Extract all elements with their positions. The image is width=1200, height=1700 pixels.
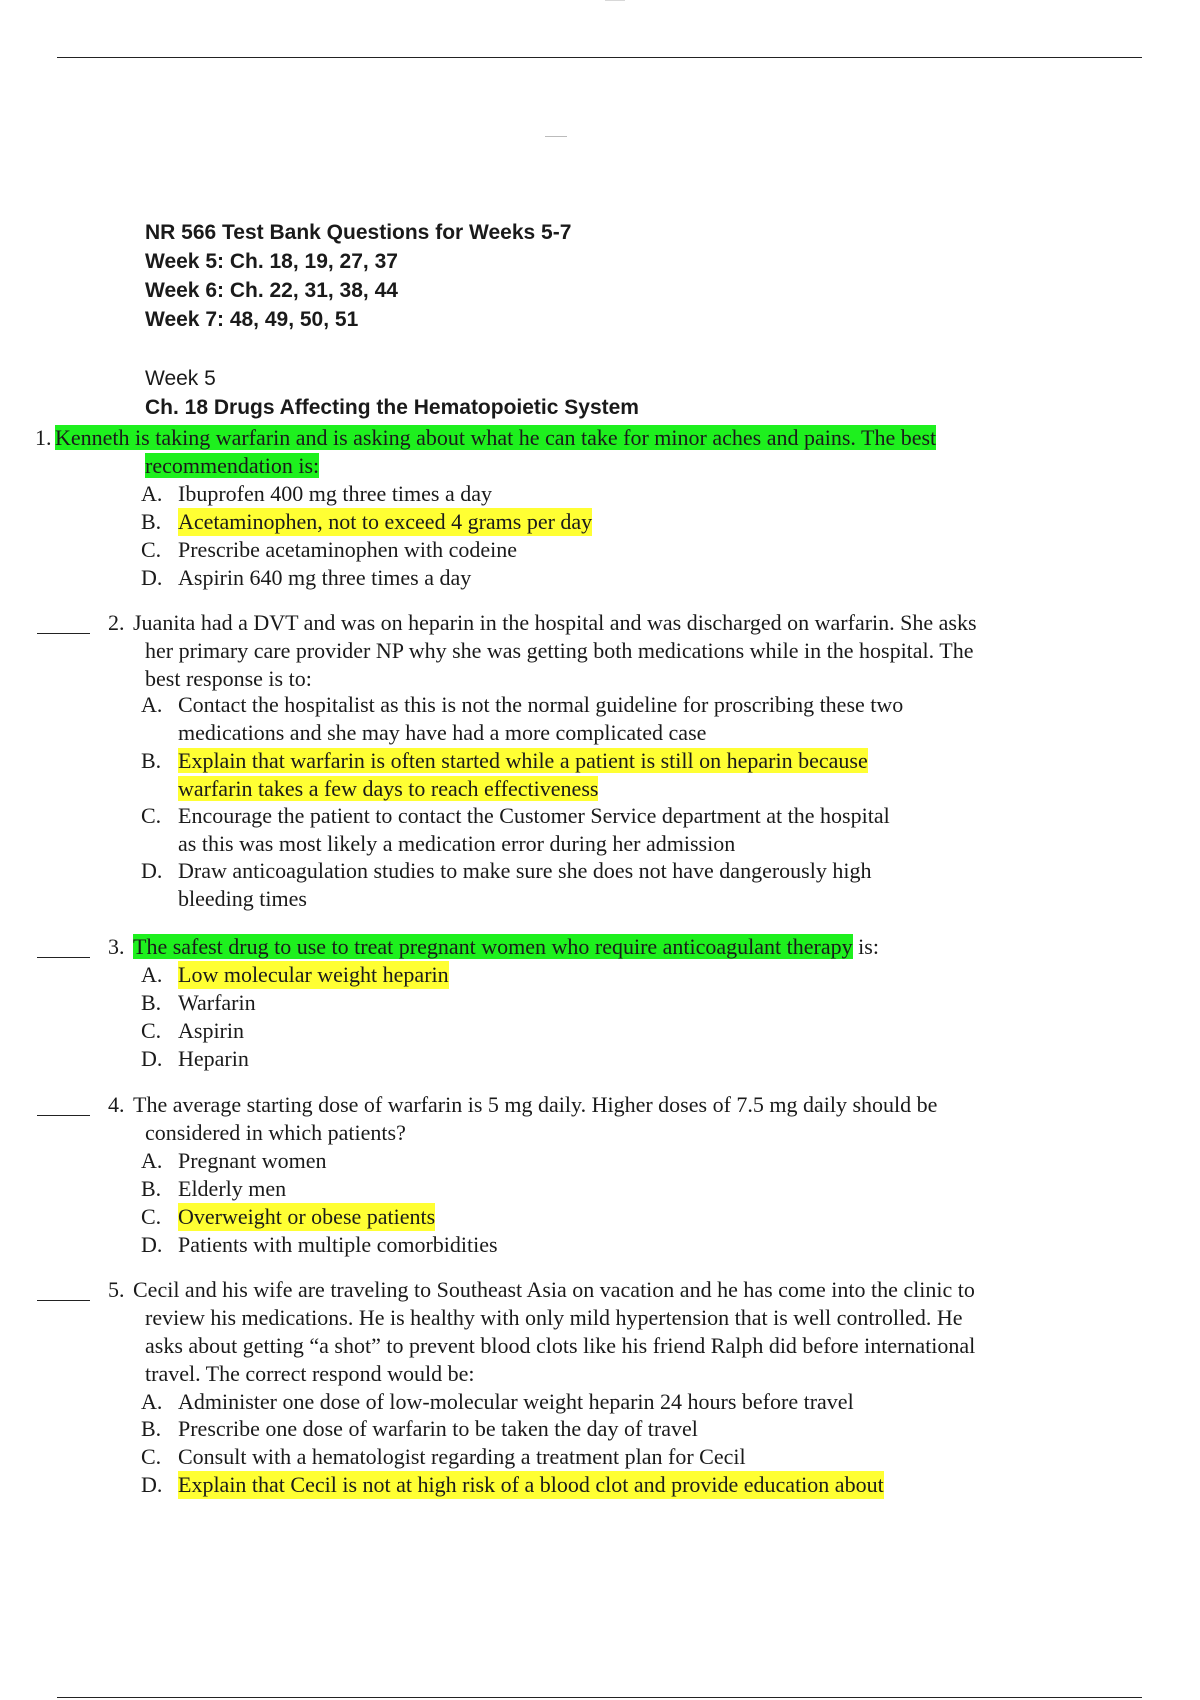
question-1	[0, 424, 1200, 594]
option-text	[178, 802, 890, 858]
option-letter: B.	[141, 990, 162, 1015]
question-stem	[133, 1091, 1053, 1119]
option-letter: D.	[141, 1046, 163, 1071]
document-header	[145, 218, 571, 334]
header-title: NR 566 Test Bank Questions for Weeks 5-7	[145, 221, 572, 244]
option-text: Aspirin 640 mg three times a day	[178, 565, 472, 590]
question-number: 3.	[108, 934, 125, 959]
question-stem-cont	[145, 1304, 1065, 1332]
option-letter: B.	[141, 1176, 162, 1201]
option-text-line-2: as this was most likely a medication error during her admission	[178, 831, 736, 856]
section-week: Week 5	[145, 367, 216, 390]
option-text-line-2: warfarin takes a few days to reach effectiveness	[178, 776, 599, 801]
option-letter: A.	[141, 1389, 163, 1414]
option-text: Ibuprofen 400 mg three times a day	[178, 481, 493, 506]
question-stem-cont	[145, 1332, 1065, 1360]
stem-line-2: her primary care provider NP why she was getting both medications while in the hospital. The	[145, 638, 974, 663]
option-letter: C.	[141, 537, 162, 562]
question-stem-cont	[145, 1119, 1065, 1147]
bottom-rule	[57, 1697, 1142, 1698]
option-text-answer	[178, 747, 868, 803]
stem-line-2: recommendation is:	[145, 453, 320, 478]
stem-line-1: Juanita had a DVT and was on heparin in the hospital and was discharged on warfarin. She asks	[133, 610, 977, 635]
option-letter: B.	[141, 509, 162, 534]
option-text-line-2: medications and she may have had a more complicated case	[178, 720, 707, 745]
question-stem	[55, 424, 975, 452]
option-text	[178, 857, 871, 913]
option-text: Aspirin	[178, 1018, 244, 1043]
question-stem	[133, 609, 1053, 637]
top-rule	[57, 57, 1142, 58]
header-week7: Week 7: 48, 49, 50, 51	[145, 308, 359, 331]
question-4	[0, 1091, 1200, 1261]
option-letter: A.	[141, 481, 163, 506]
stem-line-1: Cecil and his wife are traveling to Southeast Asia on vacation and he has come into the clinic to	[133, 1277, 975, 1302]
option-text-answer: Low molecular weight heparin	[178, 962, 449, 987]
question-stem	[133, 1276, 1053, 1304]
header-marker	[545, 136, 567, 137]
option-letter: A.	[141, 1148, 163, 1173]
option-letter: C.	[141, 803, 162, 828]
option-text-line-1: Explain that warfarin is often started while a patient is still on heparin because	[178, 748, 868, 773]
answer-blank[interactable]	[37, 1300, 90, 1301]
option-letter: D.	[141, 565, 163, 590]
option-text: Consult with a hematologist regarding a treatment plan for Cecil	[178, 1444, 746, 1469]
option-text-line-2: bleeding times	[178, 886, 307, 911]
option-text: Prescribe acetaminophen with codeine	[178, 537, 518, 562]
answer-blank[interactable]	[37, 1115, 90, 1116]
question-stem-cont	[145, 665, 1065, 693]
stem-line-1: Kenneth is taking warfarin and is asking about what he can take for minor aches and pains. The best	[55, 425, 937, 450]
stem-line-2: review his medications. He is healthy with only mild hypertension that is well controlled. He	[145, 1305, 963, 1330]
option-letter: D.	[141, 1472, 163, 1497]
option-text: Pregnant women	[178, 1148, 327, 1173]
section-chapter: Ch. 18 Drugs Affecting the Hematopoietic System	[145, 396, 639, 419]
question-stem-cont	[145, 452, 1065, 480]
stem-line-4: travel. The correct respond would be:	[145, 1361, 475, 1386]
option-letter: A.	[141, 962, 163, 987]
question-3	[0, 933, 1200, 1073]
stem-line-3: best response is to:	[145, 666, 312, 691]
stem-line-3: asks about getting “a shot” to prevent blood clots like his friend Ralph did before international	[145, 1333, 976, 1358]
answer-blank[interactable]	[37, 633, 90, 634]
question-number: 4.	[108, 1092, 125, 1117]
question-number: 2.	[108, 610, 125, 635]
option-letter: C.	[141, 1444, 162, 1469]
option-letter: C.	[141, 1018, 162, 1043]
option-letter: B.	[141, 1416, 162, 1441]
option-text-answer: Overweight or obese patients	[178, 1204, 436, 1229]
question-stem-cont	[145, 637, 1065, 665]
question-stem-cont	[145, 1360, 1065, 1388]
option-text	[178, 691, 903, 747]
question-5	[0, 1276, 1200, 1506]
question-number: 5.	[108, 1277, 125, 1302]
option-text-answer: Acetaminophen, not to exceed 4 grams per day	[178, 509, 593, 534]
question-stem	[133, 933, 1053, 961]
option-letter: D.	[141, 858, 163, 883]
option-text: Patients with multiple comorbidities	[178, 1232, 498, 1257]
stem-rest: is:	[852, 934, 879, 959]
option-letter: C.	[141, 1204, 162, 1229]
option-text-line-1: Draw anticoagulation studies to make sure she does not have dangerously high	[178, 858, 872, 883]
option-letter: B.	[141, 748, 162, 773]
option-letter: D.	[141, 1232, 163, 1257]
option-text-line-1: Encourage the patient to contact the Customer Service department at the hospital	[178, 803, 890, 828]
option-text: Heparin	[178, 1046, 249, 1071]
option-text: Warfarin	[178, 990, 256, 1015]
header-week6: Week 6: Ch. 22, 31, 38, 44	[145, 279, 398, 302]
option-text-line-1: Contact the hospitalist as this is not the normal guideline for proscribing these two	[178, 692, 904, 717]
option-text: Elderly men	[178, 1176, 287, 1201]
option-text-answer: Explain that Cecil is not at high risk of a blood clot and provide education about	[178, 1472, 884, 1497]
option-text: Prescribe one dose of warfarin to be taken the day of travel	[178, 1416, 698, 1441]
answer-blank[interactable]	[37, 957, 90, 958]
stem-highlight: The safest drug to use to treat pregnant women who require anticoagulant therapy	[133, 934, 853, 959]
header-week5: Week 5: Ch. 18, 19, 27, 37	[145, 250, 398, 273]
option-text: Administer one dose of low-molecular weight heparin 24 hours before travel	[178, 1389, 854, 1414]
page-top-marker	[605, 0, 625, 1]
option-letter: A.	[141, 692, 163, 717]
stem-line-1: The average starting dose of warfarin is 5 mg daily. Higher doses of 7.5 mg daily should be	[133, 1092, 938, 1117]
stem-line-2: considered in which patients?	[145, 1120, 406, 1145]
question-2	[0, 609, 1200, 909]
question-number: 1.	[35, 425, 52, 450]
